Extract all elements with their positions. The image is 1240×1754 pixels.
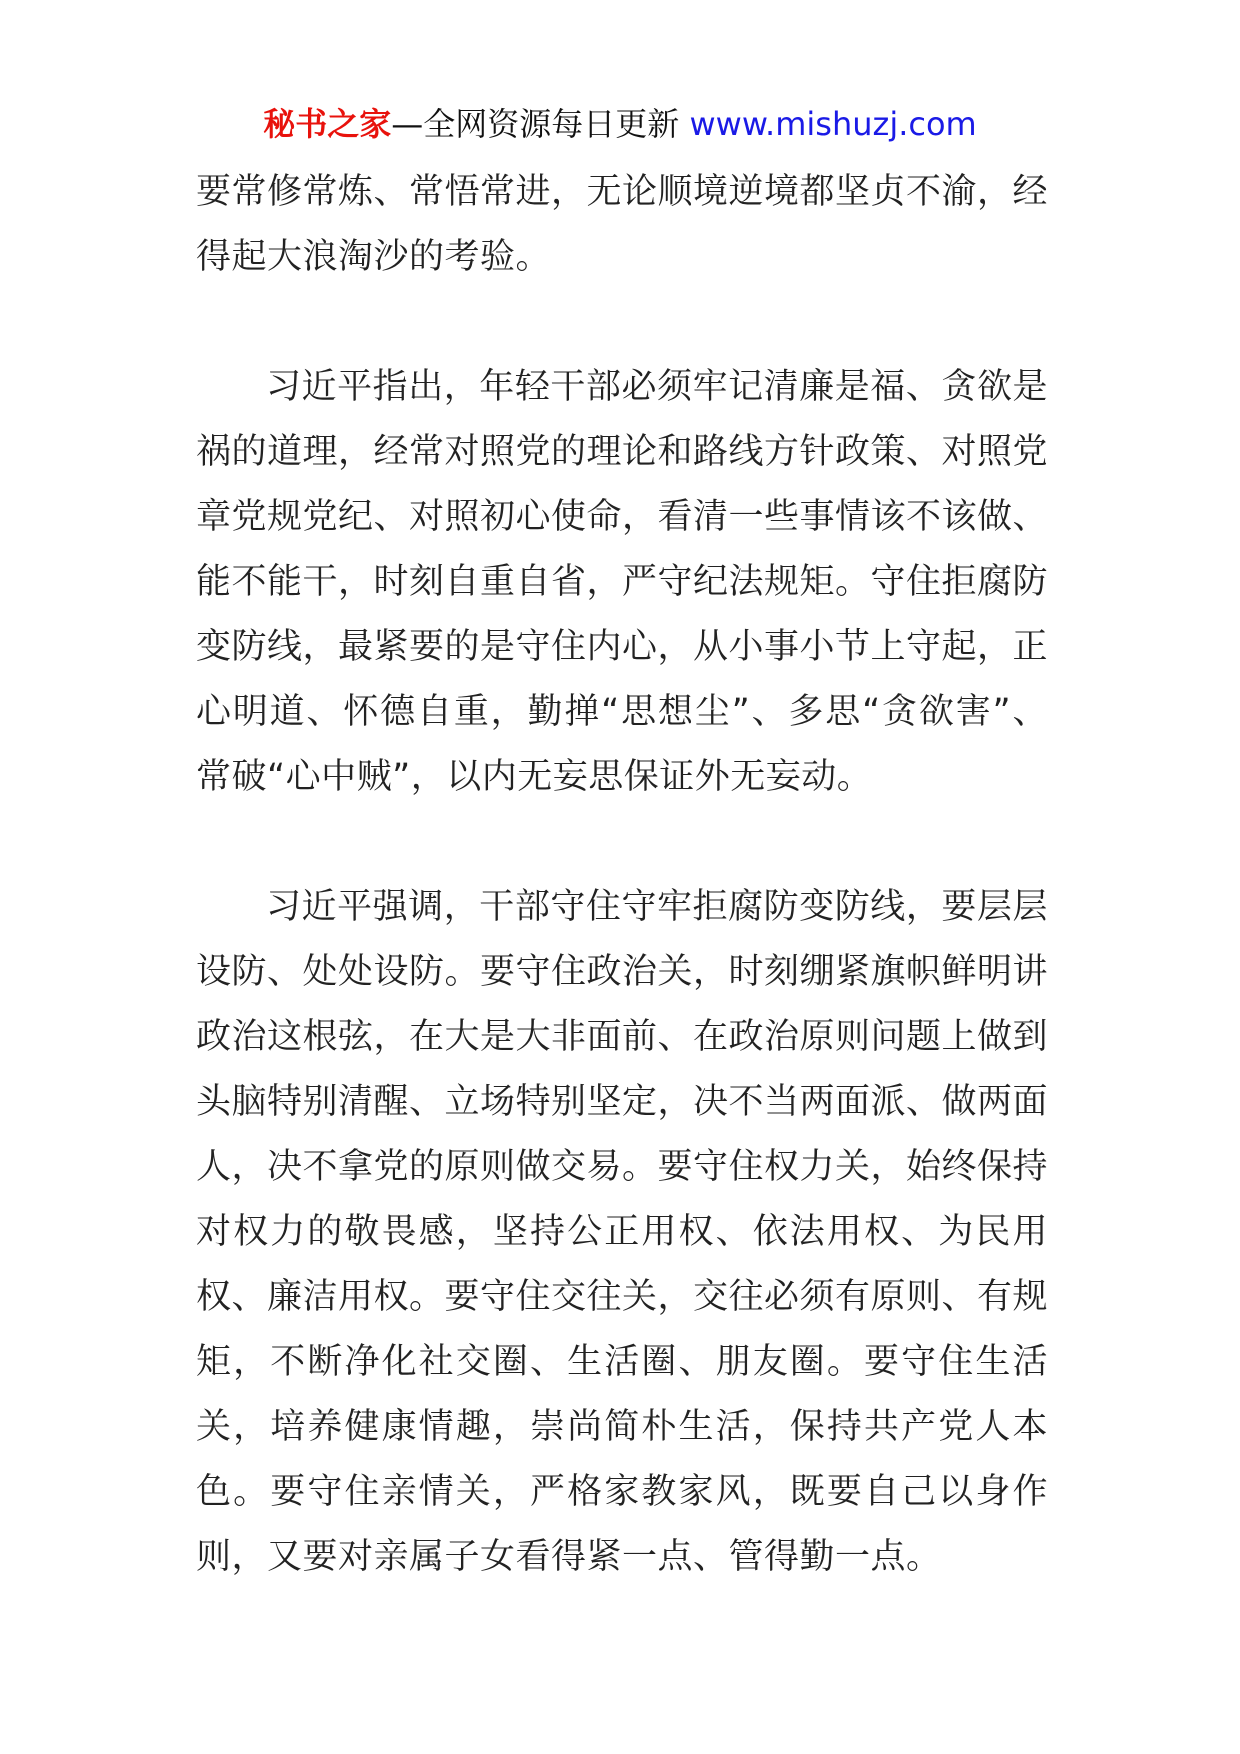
header-tagline: —全网资源每日更新 [391, 105, 690, 143]
paragraph-integrity: 习近平指出，年轻干部必须牢记清廉是福、贪欲是祸的道理，经常对照党的理论和路线方针政策、对照党章党规党纪、对照初心使命，看清一些事情该不该做、能不能干，时刻自重自省，严守纪法规矩。守住拒腐防变防线，最紧要的是守住内心，从小事小节上守起，正心明道、怀德自重，勤掸“思想尘”、多思“贪欲害”、常破“心中贼”，以内无妄思保证外无妄动。 [196, 367, 1049, 797]
header-brand: 秘书之家 [263, 105, 392, 143]
paragraph-continuation: 要常修常炼、常悟常进，无论顺境逆境都坚贞不渝，经得起大浪淘沙的考验。 [196, 172, 1049, 277]
document-body [196, 160, 1048, 1590]
paragraph-defense-lines: 习近平强调，干部守住守牢拒腐防变防线，要层层设防、处处设防。要守住政治关，时刻绷紧旗帜鲜明讲政治这根弦，在大是大非面前、在政治原则问题上做到头脑特别清醒、立场特别坚定，决不当两面派、做两面人，决不拿党的原则做交易。要守住权力关，始终保持对权力的敬畏感，坚持公正用权、依法用权、为民用权、廉洁用权。要守住交往关，交往必须有原则、有规矩，不断净化社交圈、生活圈、朋友圈。要守住生活关，培养健康情趣，崇尚简朴生活，保持共产党人本色。要守住亲情关，严格家教家风，既要自己以身作则，又要对亲属子女看得紧一点、管得勤一点。 [196, 887, 1049, 1577]
header-site-url[interactable]: www.mishuzj.com [689, 105, 977, 143]
page-header [0, 98, 1240, 150]
